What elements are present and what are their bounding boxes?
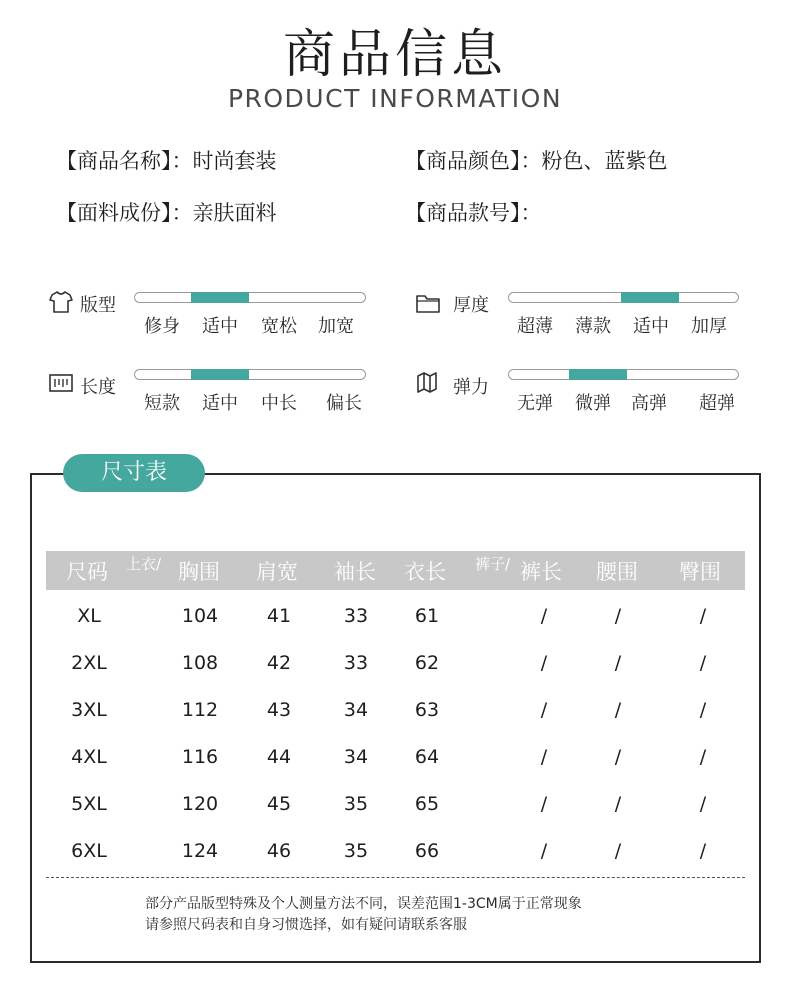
cell-chest: 120 bbox=[181, 793, 219, 815]
cell-chest: 108 bbox=[181, 652, 219, 674]
cell-hip: / bbox=[699, 746, 707, 768]
fit-option: 修身 bbox=[144, 316, 180, 337]
fit-option: 宽松 bbox=[261, 316, 297, 337]
info-product-name: 【商品名称】：时尚套装 bbox=[56, 149, 277, 173]
cell-chest: 112 bbox=[181, 699, 219, 721]
header-pants-length: 裤长 bbox=[520, 560, 562, 584]
attr-label-elasticity: 弹力 bbox=[453, 377, 489, 398]
header-top-prefix: 上衣/ bbox=[126, 555, 162, 573]
header-hip: 臀围 bbox=[679, 560, 721, 584]
fit-level-fill bbox=[191, 292, 249, 303]
length-option: 适中 bbox=[202, 393, 238, 414]
cell-size: 5XL bbox=[71, 793, 107, 815]
header-shoulder: 肩宽 bbox=[256, 560, 298, 584]
cell-size: 6XL bbox=[71, 840, 107, 862]
elasticity-option: 微弹 bbox=[575, 393, 611, 414]
fit-option: 适中 bbox=[202, 316, 238, 337]
header-chest: 胸围 bbox=[178, 560, 220, 584]
cell-hip: / bbox=[699, 840, 707, 862]
page-subtitle: PRODUCT INFORMATION bbox=[227, 84, 563, 113]
cell-shoulder: 43 bbox=[266, 699, 292, 721]
cell-waist: / bbox=[614, 746, 622, 768]
cell-chest: 124 bbox=[181, 840, 219, 862]
thickness-option: 超薄 bbox=[517, 316, 553, 337]
cell-length: 62 bbox=[414, 652, 440, 674]
length-level-bar bbox=[134, 369, 366, 380]
info-fabric: 【面料成份】：亲肤面料 bbox=[56, 201, 277, 225]
elastic-icon bbox=[415, 370, 441, 396]
folder-icon bbox=[415, 290, 441, 316]
length-level-fill bbox=[191, 369, 249, 380]
note-line-1: 部分产品版型特殊及个人测量方法不同，误差范围1-3CM属于正常现象 bbox=[145, 896, 582, 912]
note-line-2: 请参照尺码表和自身习惯选择，如有疑问请联系客服 bbox=[145, 917, 467, 933]
page-title: 商品信息 bbox=[282, 25, 507, 85]
cell-waist: / bbox=[614, 652, 622, 674]
elasticity-option: 高弹 bbox=[631, 393, 667, 414]
ruler-icon bbox=[48, 370, 74, 396]
thickness-level-fill bbox=[621, 292, 679, 303]
cell-size: XL bbox=[77, 605, 101, 627]
thickness-option: 加厚 bbox=[691, 316, 727, 337]
cell-sleeve: 35 bbox=[343, 840, 369, 862]
thickness-option: 适中 bbox=[633, 316, 669, 337]
elasticity-option: 无弹 bbox=[517, 393, 553, 414]
fit-level-bar bbox=[134, 292, 366, 303]
cell-pants-length: / bbox=[540, 840, 548, 862]
cell-length: 61 bbox=[414, 605, 440, 627]
table-divider bbox=[46, 877, 745, 878]
elasticity-level-fill bbox=[569, 369, 627, 380]
attr-label-thickness: 厚度 bbox=[453, 295, 489, 316]
cell-pants-length: / bbox=[540, 652, 548, 674]
cell-shoulder: 44 bbox=[266, 746, 292, 768]
length-option: 偏长 bbox=[326, 393, 362, 414]
cell-chest: 104 bbox=[181, 605, 219, 627]
cell-size: 4XL bbox=[71, 746, 107, 768]
elasticity-option: 超弹 bbox=[699, 393, 735, 414]
header-sleeve: 袖长 bbox=[334, 560, 376, 584]
cell-length: 65 bbox=[414, 793, 440, 815]
size-table-frame bbox=[30, 473, 761, 963]
cell-hip: / bbox=[699, 793, 707, 815]
cell-shoulder: 41 bbox=[266, 605, 292, 627]
tshirt-icon bbox=[48, 289, 74, 315]
cell-pants-length: / bbox=[540, 699, 548, 721]
cell-sleeve: 35 bbox=[343, 793, 369, 815]
size-table-badge: 尺寸表 bbox=[63, 454, 205, 492]
thickness-level-bar bbox=[508, 292, 739, 303]
attr-label-fit: 版型 bbox=[80, 295, 116, 316]
cell-hip: / bbox=[699, 605, 707, 627]
cell-size: 2XL bbox=[71, 652, 107, 674]
cell-shoulder: 45 bbox=[266, 793, 292, 815]
header-waist: 腰围 bbox=[596, 560, 638, 584]
cell-chest: 116 bbox=[181, 746, 219, 768]
attr-label-length: 长度 bbox=[80, 377, 116, 398]
cell-sleeve: 33 bbox=[343, 605, 369, 627]
cell-pants-length: / bbox=[540, 605, 548, 627]
elasticity-level-bar bbox=[508, 369, 739, 380]
info-product-color: 【商品颜色】：粉色、蓝紫色 bbox=[405, 149, 668, 173]
header-size: 尺码 bbox=[66, 560, 108, 584]
length-option: 短款 bbox=[144, 393, 180, 414]
fit-option: 加宽 bbox=[318, 316, 354, 337]
cell-waist: / bbox=[614, 699, 622, 721]
cell-waist: / bbox=[614, 605, 622, 627]
header-pants-prefix: 裤子/ bbox=[475, 555, 511, 573]
header-length: 衣长 bbox=[404, 560, 446, 584]
cell-size: 3XL bbox=[71, 699, 107, 721]
thickness-option: 薄款 bbox=[575, 316, 611, 337]
cell-pants-length: / bbox=[540, 793, 548, 815]
cell-length: 64 bbox=[414, 746, 440, 768]
cell-waist: / bbox=[614, 840, 622, 862]
cell-waist: / bbox=[614, 793, 622, 815]
cell-sleeve: 33 bbox=[343, 652, 369, 674]
length-option: 中长 bbox=[261, 393, 297, 414]
cell-shoulder: 42 bbox=[266, 652, 292, 674]
info-model-number: 【商品款号】： bbox=[405, 201, 542, 225]
cell-sleeve: 34 bbox=[343, 699, 369, 721]
cell-length: 63 bbox=[414, 699, 440, 721]
cell-shoulder: 46 bbox=[266, 840, 292, 862]
cell-length: 66 bbox=[414, 840, 440, 862]
cell-hip: / bbox=[699, 699, 707, 721]
cell-sleeve: 34 bbox=[343, 746, 369, 768]
cell-hip: / bbox=[699, 652, 707, 674]
cell-pants-length: / bbox=[540, 746, 548, 768]
